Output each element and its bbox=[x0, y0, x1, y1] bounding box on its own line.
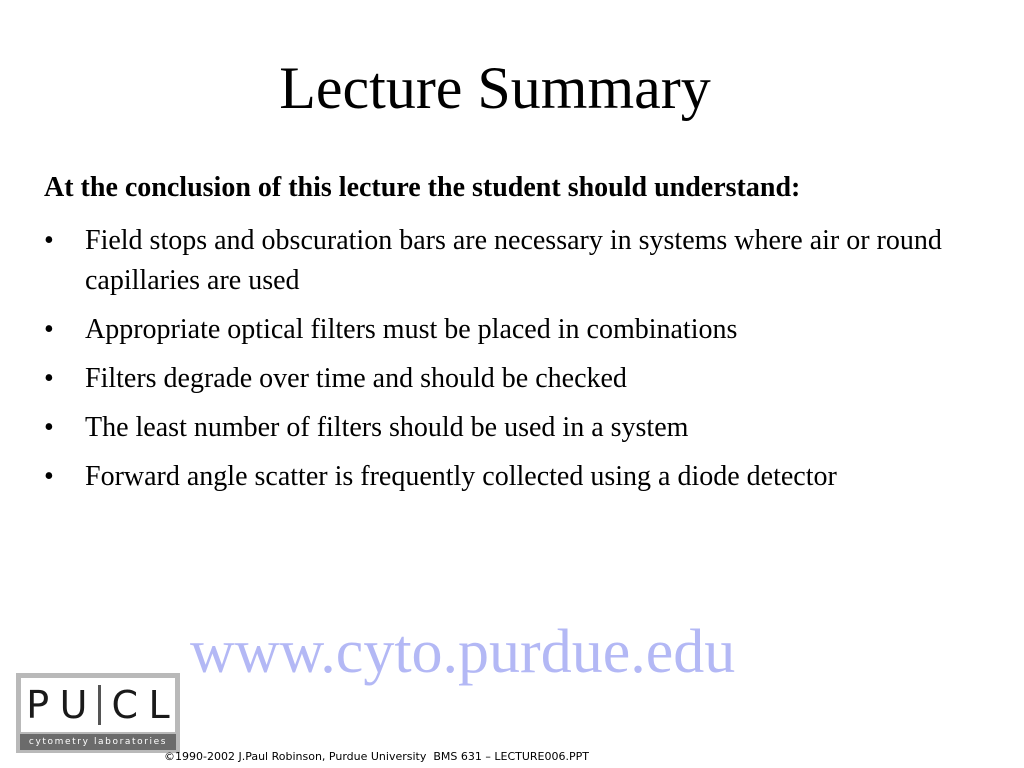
bullet-text: Appropriate optical filters must be placed in combinations bbox=[85, 314, 738, 345]
logo-letters bbox=[21, 682, 175, 728]
copyright-footer: ©1990-2002 J.Paul Robinson, Purdue University BMS 631 – LECTURE006.PPT bbox=[164, 750, 589, 763]
bullet-mark: • bbox=[44, 225, 54, 256]
logo-letter-u: U bbox=[59, 683, 88, 727]
bullet-mark: • bbox=[44, 314, 54, 345]
bullet-item bbox=[44, 310, 984, 350]
bullet-text: The least number of filters should be used in a system bbox=[85, 412, 689, 443]
summary-bullet-list bbox=[44, 221, 984, 506]
bullet-item bbox=[44, 408, 984, 448]
bullet-text: Filters degrade over time and should be checked bbox=[85, 363, 627, 394]
pucl-logo bbox=[16, 673, 180, 753]
logo-letter-l: L bbox=[148, 683, 170, 727]
logo-letter-c: C bbox=[111, 683, 139, 727]
bullet-mark: • bbox=[44, 461, 54, 492]
bullet-text: Field stops and obscuration bars are necessary in systems where air or round capillaries are used bbox=[85, 225, 942, 296]
intro-heading: At the conclusion of this lecture the student should understand: bbox=[44, 172, 801, 203]
bullet-item bbox=[44, 221, 984, 301]
logo-divider bbox=[98, 685, 101, 725]
bullet-text: Forward angle scatter is frequently collected using a diode detector bbox=[85, 461, 837, 492]
website-url: www.cyto.purdue.edu bbox=[190, 618, 736, 686]
bullet-mark: • bbox=[44, 412, 54, 443]
bullet-item bbox=[44, 359, 984, 399]
slide-title: Lecture Summary bbox=[279, 55, 711, 121]
logo-letter-p: P bbox=[26, 683, 50, 727]
bullet-mark: • bbox=[44, 363, 54, 394]
logo-panel bbox=[21, 678, 175, 732]
logo-tagline: cytometry laboratories bbox=[20, 734, 176, 750]
bullet-item bbox=[44, 457, 984, 497]
